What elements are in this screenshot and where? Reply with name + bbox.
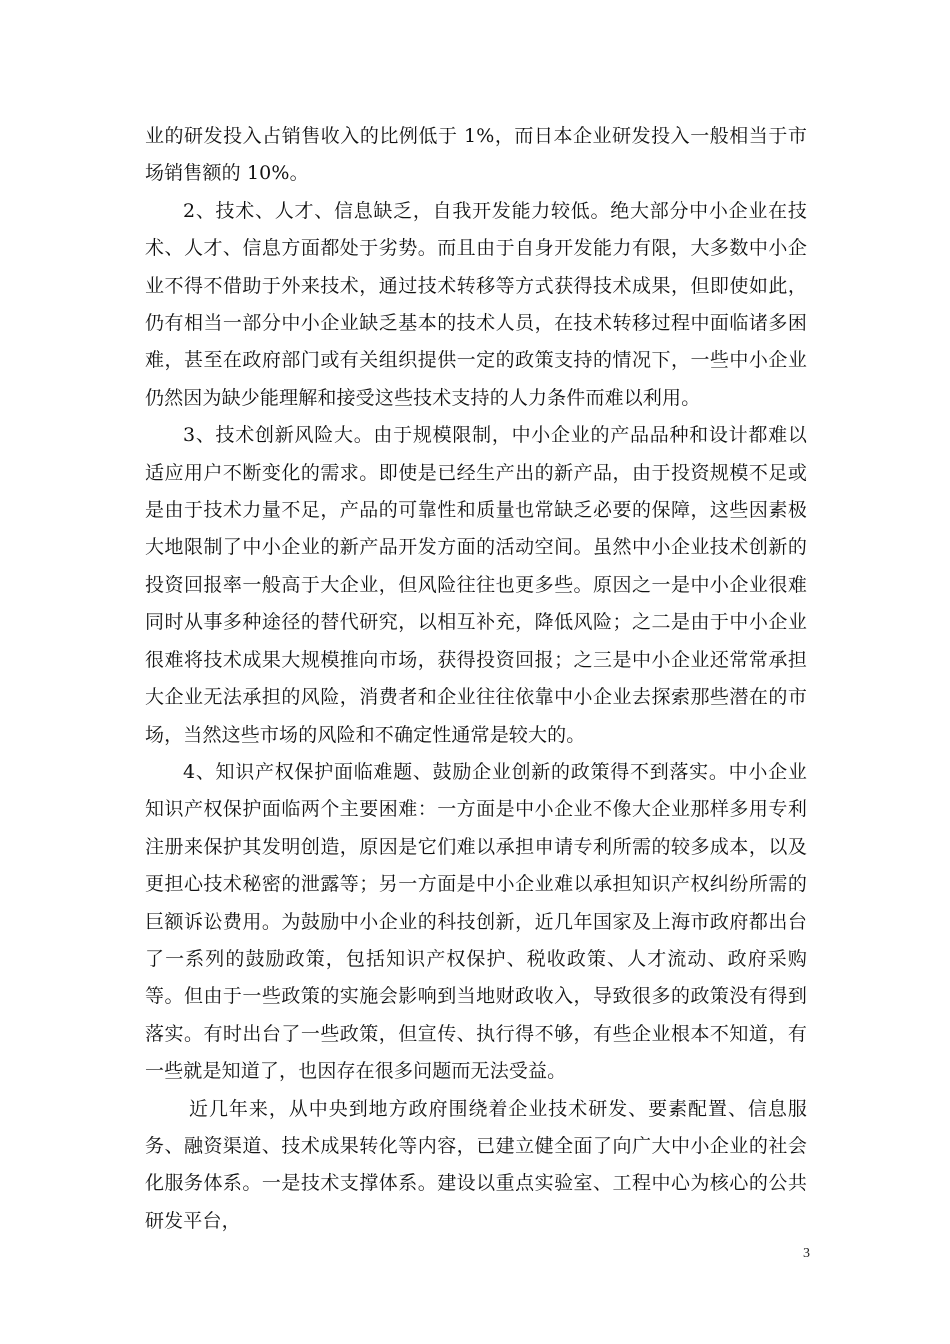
body-text: [145, 118, 807, 1240]
paragraph-2-technology-talent: 2、技术、人才、信息缺乏，自我开发能力较低。绝大部分中小企业在技术、人才、信息方面都处于劣势。而且由于自身开发能力有限，大多数中小企业不得不借助于外来技术，通过技术转移等方式获得技术成果，但即使如此，仍有相当一部分中小企业缺乏基本的技术人员，在技术转移过程中面临诸多困难，甚至在政府部门或有关组织提供一定的政策支持的情况下，一些中小企业仍然因为缺少能理解和接受这些技术支持的人力条件而难以利用。: [145, 199, 807, 409]
paragraph-continuation: 业的研发投入占销售收入的比例低于 1%，而日本企业研发投入一般相当于市场销售额的 10%。: [145, 125, 807, 185]
paragraph-service-system: 近几年来，从中央到地方政府围绕着企业技术研发、要素配置、信息服务、融资渠道、技术成果转化等内容，已建立健全面了向广大中小企业的社会化服务体系。一是技术支撑体系。建设以重点实验室、工程中心为核心的公共研发平台，: [145, 1097, 807, 1232]
paragraph-3-innovation-risk: 3、技术创新风险大。由于规模限制，中小企业的产品品种和设计都难以适应用户不断变化的需求。即使是已经生产出的新产品，由于投资规模不足或是由于技术力量不足，产品的可靠性和质量也常缺乏必要的保障，这些因素极大地限制了中小企业的新产品开发方面的活动空间。虽然中小企业技术创新的投资回报率一般高于大企业，但风险往往也更多些。原因之一是中小企业很难同时从事多种途径的替代研究，以相互补充，降低风险；之二是由于中小企业很难将技术成果大规模推向市场，获得投资回报；之三是中小企业还常常承担大企业无法承担的风险，消费者和企业往往依靠中小企业去探索那些潜在的市场，当然这些市场的风险和不确定性通常是较大的。: [145, 424, 807, 746]
paragraph-4-intellectual-property: 4、知识产权保护面临难题、鼓励企业创新的政策得不到落实。中小企业知识产权保护面临两个主要困难：一方面是中小企业不像大企业那样多用专利注册来保护其发明创造，原因是它们难以承担申请专利所需的较多成本，以及更担心技术秘密的泄露等；另一方面是中小企业难以承担知识产权纠纷所需的巨额诉讼费用。为鼓励中小企业的科技创新，近几年国家及上海市政府都出台了一系列的鼓励政策，包括知识产权保护、税收政策、人才流动、政府采购等。但由于一些政策的实施会影响到当地财政收入，导致很多的政策没有得到落实。有时出台了一些政策，但宣传、执行得不够，有些企业根本不知道，有一些就是知道了，也因存在很多问题而无法受益。: [145, 760, 807, 1083]
page-number: 3: [803, 1246, 810, 1261]
